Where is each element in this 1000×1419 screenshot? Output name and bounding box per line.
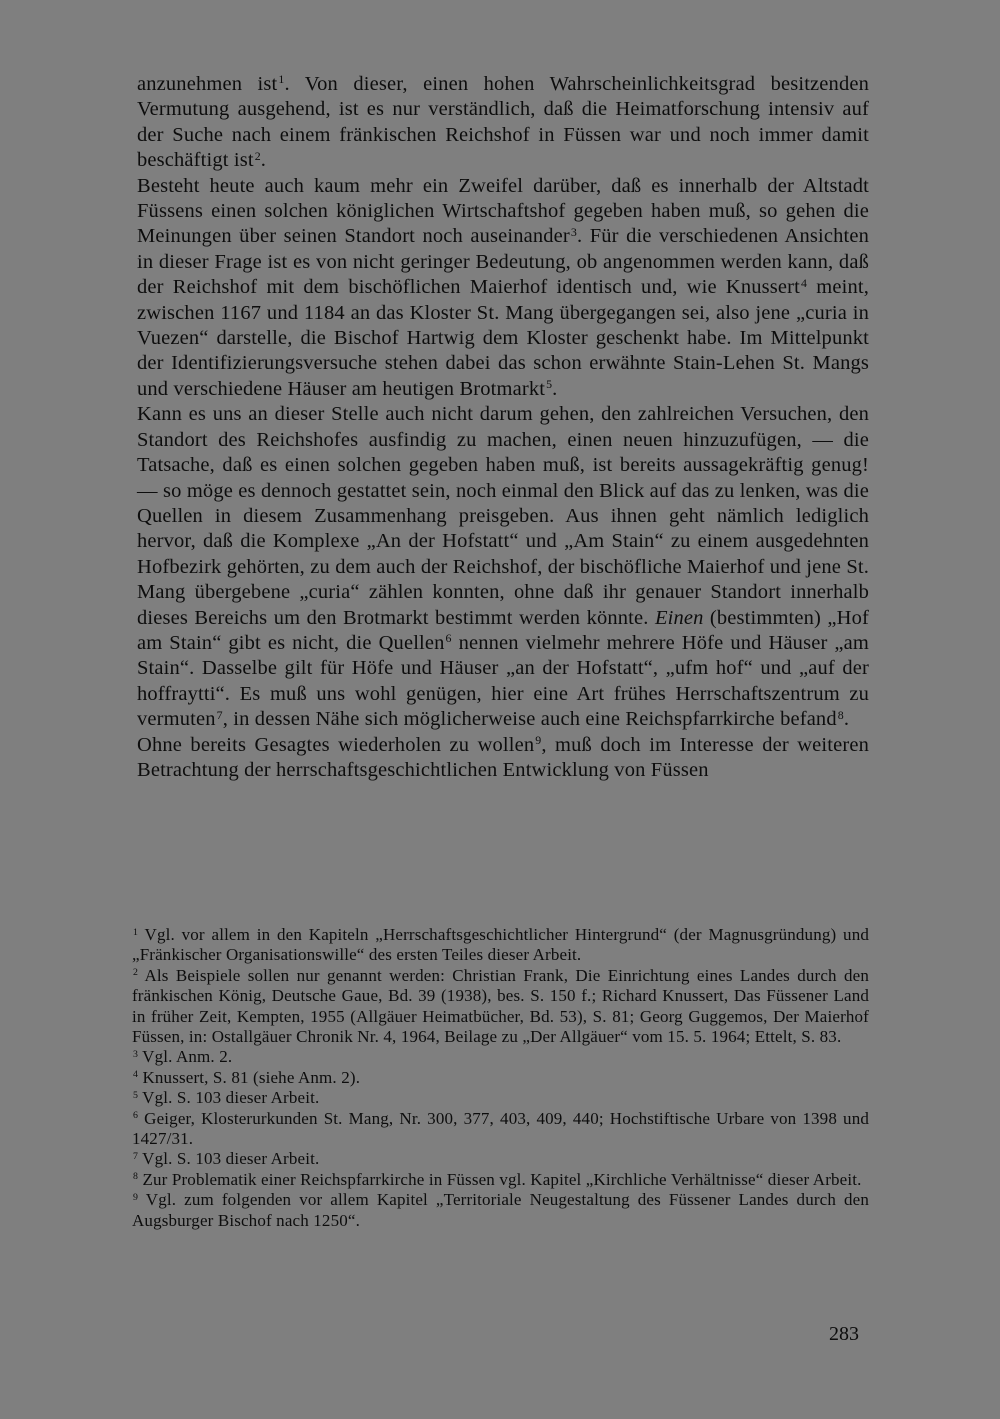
footnote-reference: 2 <box>254 148 261 163</box>
text-run: . <box>843 708 850 731</box>
footnote-number: 4 <box>133 1069 139 1081</box>
text-run: . Für die verschiedenen Ansichten in dieser Frage ist es von nicht geringer Bedeutung, ob angenommen werden kann, daß der Reichshof mit dem bischöflichen Maierhof identisch und, wie Knussert <box>137 225 869 299</box>
footnote-reference: 6 <box>445 631 452 646</box>
footnote <box>132 966 869 1048</box>
footnote <box>132 1068 869 1088</box>
footnote-number: 6 <box>133 1110 139 1122</box>
footnote <box>132 1088 869 1108</box>
footnote <box>132 1170 869 1190</box>
footnote-reference: 3 <box>570 224 577 239</box>
footnote-text: Vgl. S. 103 dieser Arbeit. <box>142 1088 320 1108</box>
footnote-reference: 1 <box>278 72 285 87</box>
text-run: meint, zwischen 1167 und 1184 an das Kloster St. Mang übergegangen sei, also jene „curia in Vuezen“ darstelle, die Bischof Hartwig dem Kloster geschenkt habe. Im Mittelpunkt der Identifizierungsversuche stehen dabei das schon erwähnte Stain-Lehen St. Mangs und verschiedene Häuser am heutigen Brotmarkt <box>137 276 869 400</box>
paragraph <box>137 174 869 403</box>
text-run: Besteht heute auch kaum mehr ein Zweifel darüber, daß es innerhalb der Altstadt Füssens einen solchen königlichen Wirtschaftshof gegeben haben muß, so gehen die Meinungen über seinen Standort noch auseinander <box>137 174 869 248</box>
footnote-text: Vgl. S. 103 dieser Arbeit. <box>142 1149 320 1169</box>
text-run: . Von dieser, einen hohen Wahrscheinlichkeitsgrad besitzenden Vermutung ausgehend, ist es nur verständlich, daß die Heimatforschung intensiv auf der Suche nach einem fränkischen Reichshof in Füssen war und noch immer damit beschäftigt ist <box>137 73 870 172</box>
footnote-reference: 9 <box>535 733 542 748</box>
footnote <box>132 1047 869 1067</box>
footnote-reference: 4 <box>801 275 808 290</box>
footnote-number: 1 <box>133 926 139 938</box>
footnote-text: Vgl. vor allem in den Kapiteln „Herrschaftsgeschichtlicher Hintergrund“ (der Magnusgründung) und „Fränkischer Organisationswille“ des ersten Teiles dieser Arbeit. <box>132 925 870 965</box>
footnote-text: Geiger, Klosterurkunden St. Mang, Nr. 300, 377, 403, 409, 440; Hochstiftische Urbare von 1398 und 1427/31. <box>132 1108 870 1149</box>
emphasized-text: Einen <box>654 606 704 629</box>
footnote-number: 8 <box>133 1171 139 1183</box>
footnote-text: Zur Problematik einer Reichspfarrkirche in Füssen vgl. Kapitel „Kirchliche Verhältnisse“ dieser Arbeit. <box>142 1169 862 1189</box>
paragraph <box>137 72 869 174</box>
footnote-number: 7 <box>133 1151 139 1163</box>
paragraph <box>137 402 869 732</box>
text-run: anzunehmen ist <box>137 73 278 95</box>
footnote <box>132 1190 869 1231</box>
text-run: , in dessen Nähe sich möglicherweise auch eine Reichspfarrkirche befand <box>222 708 837 731</box>
footnote <box>132 1149 869 1169</box>
text-run: (bestimmten) „Hof am Stain“ gibt es nicht, die Quellen <box>137 606 869 654</box>
footnote <box>132 1109 869 1150</box>
footnote-reference: 5 <box>546 377 553 392</box>
footnote-number: 5 <box>133 1089 139 1101</box>
footnote-text: Knussert, S. 81 (siehe Anm. 2). <box>142 1067 361 1087</box>
footnote-reference: 7 <box>216 707 223 722</box>
footnote-reference: 8 <box>837 707 844 722</box>
main-body-text <box>137 72 869 783</box>
page-number: 283 <box>829 1323 859 1345</box>
text-run: Ohne bereits Gesagtes wiederholen zu wollen <box>137 733 535 756</box>
text-run: , muß doch im Interesse der weiteren Betrachtung der herrschaftsgeschichtlichen Entwicklung von Füssen <box>137 733 869 781</box>
text-run: . <box>260 149 267 172</box>
footnote <box>132 925 869 966</box>
paragraph <box>137 733 869 784</box>
footnote-text: Vgl. Anm. 2. <box>142 1047 233 1067</box>
text-run: nennen vielmehr mehrere Höfe und Häuser „am Stain“. Dasselbe gilt für Höfe und Häuser „an der Hofstatt“, „ufm hof“ und „auf der hoffraytti“. Es muß uns wohl genügen, hier eine Art frühes Herrschaftszentrum zu vermuten <box>137 631 869 731</box>
footnote-number: 3 <box>133 1049 139 1061</box>
footnote-text: Als Beispiele sollen nur genannt werden: Christian Frank, Die Einrichtung eines Landes durch den fränkischen König, Deutsche Gaue, Bd. 39 (1938), bes. S. 150 f.; Richard Knussert, Das Füssener Land in früher Zeit, Kempten, 1955 (Allgäuer Heimatbücher, Bd. 53), S. 81; Georg Guggemos, Der Maierhof Füssen, in: Ostallgäuer Chronik Nr. 4, 1964, Beilage zu „Der Allgäuer“ vom 15. 5. 1964; Ettelt, S. 83. <box>132 965 869 1047</box>
footnote-text: Vgl. zum folgenden vor allem Kapitel „Territoriale Neugestaltung des Füssener Landes durch den Augsburger Bischof nach 1250“. <box>132 1190 869 1230</box>
footnote-number: 9 <box>133 1191 139 1203</box>
text-run: Kann es uns an dieser Stelle auch nicht darum gehen, den zahlreichen Versuchen, den Standort des Reichshofes ausfindig zu machen, einen neuen hinzuzufügen, — die Tatsache, daß es einen solchen gegeben haben muß, ist bereits aussagekräftig genug! — so möge es dennoch gestattet sein, noch einmal den Blick auf das zu lenken, was die Quellen in diesem Zusammenhang preisgeben. Aus ihnen geht nämlich lediglich hervor, daß die Komplexe „An der Hofstatt“ und „Am Stain“ zu einem ausgedehnten Hofbezirk gehörten, zu dem auch der Reichshof, der bischöfliche Maierhof und jene St. Mang übergebene „curia“ zählen konnten, ohne daß ihr genauer Standort innerhalb dieses Bereichs um den Brotmarkt bestimmt werden könnte. <box>137 403 869 629</box>
footnotes-section <box>132 925 869 1231</box>
text-run: . <box>552 377 558 400</box>
footnote-number: 2 <box>133 967 139 979</box>
